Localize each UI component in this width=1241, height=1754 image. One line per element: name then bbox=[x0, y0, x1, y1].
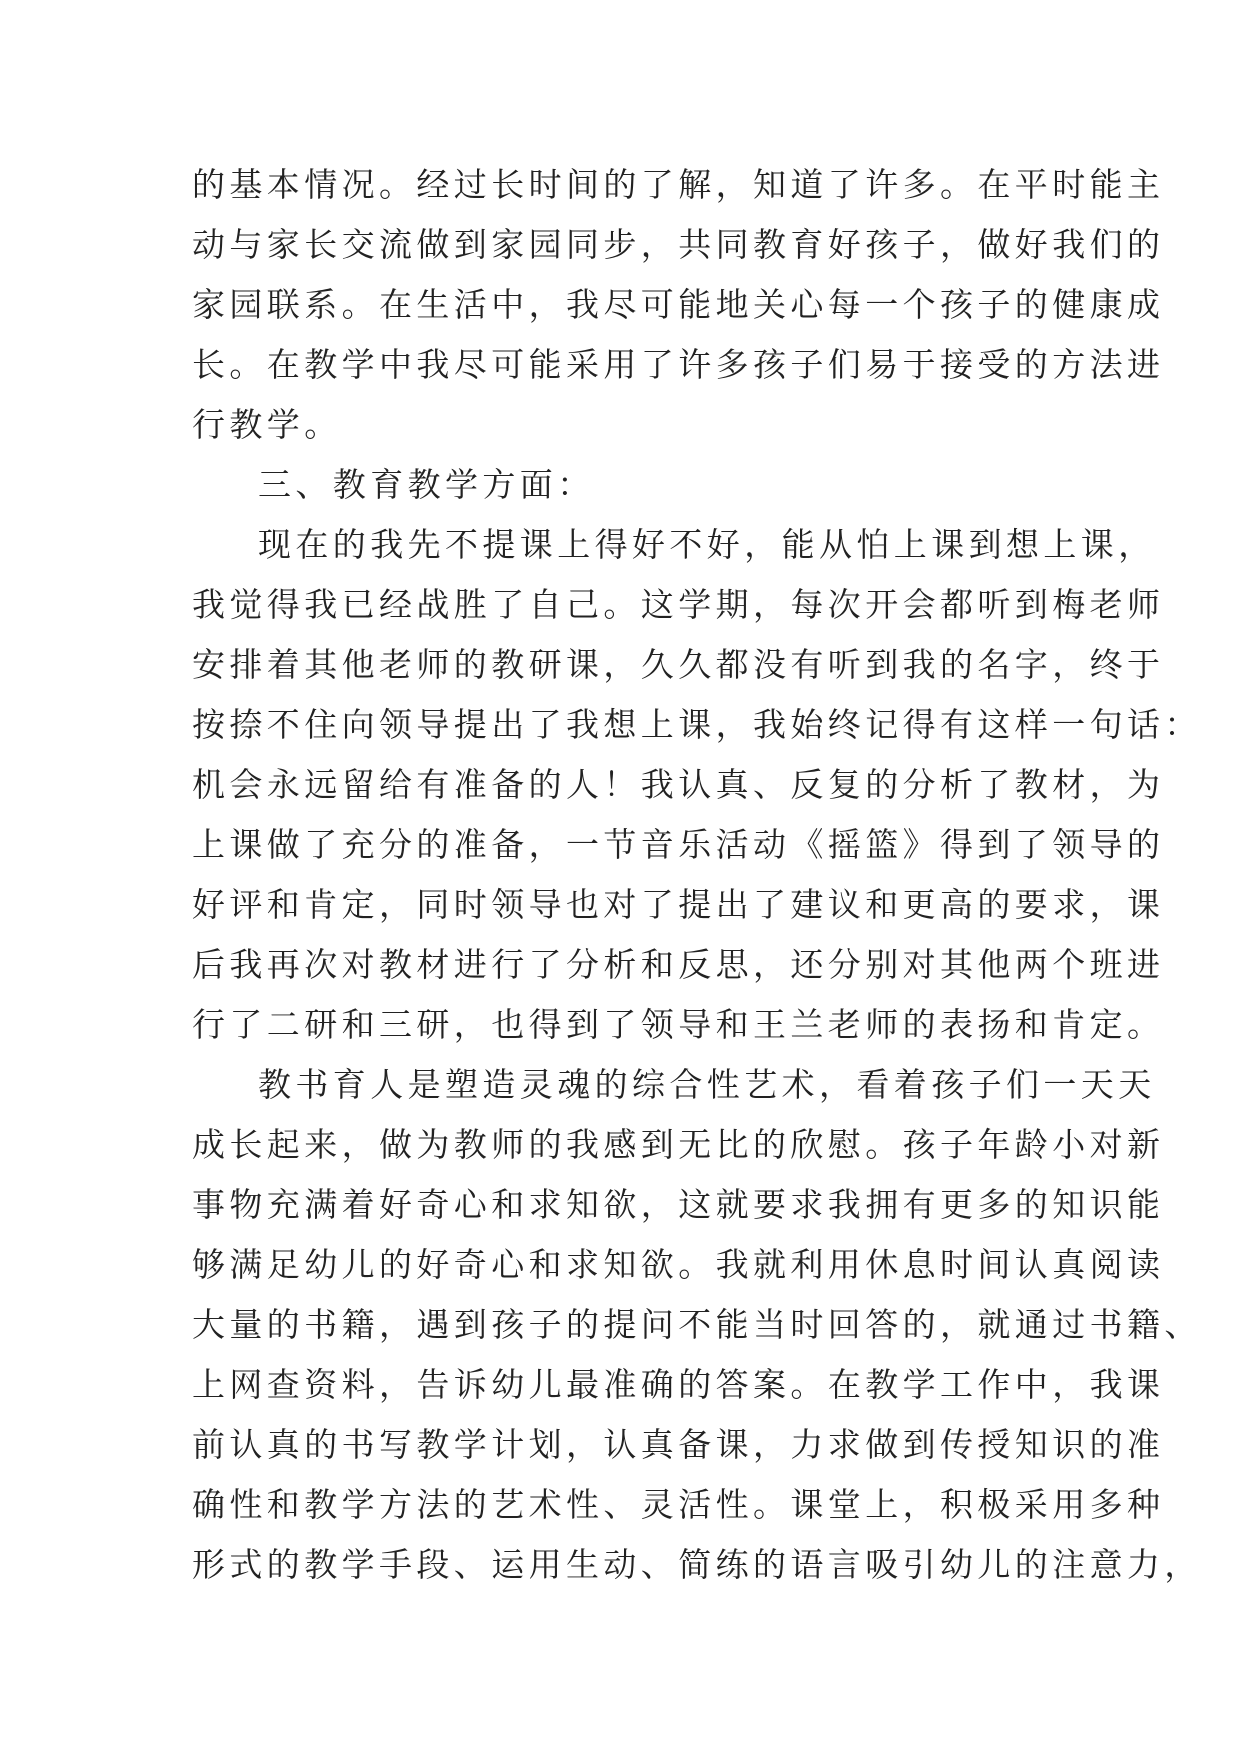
text-line: 后我再次对教材进行了分析和反思，还分别对其他两个班进 bbox=[192, 945, 1165, 984]
text-line: 家园联系。在生活中，我尽可能地关心每一个孩子的健康成 bbox=[192, 285, 1165, 324]
text-line: 行教学。 bbox=[192, 405, 342, 444]
paragraph-start-line: 教书育人是塑造灵魂的综合性艺术，看着孩子们一天天 bbox=[258, 1065, 1156, 1104]
text-line: 大量的书籍，遇到孩子的提问不能当时回答的，就通过书籍、 bbox=[192, 1305, 1202, 1344]
text-line: 按捺不住向领导提出了我想上课，我始终记得有这样一句话： bbox=[192, 705, 1202, 744]
text-line: 机会永远留给有准备的人！我认真、反复的分析了教材，为 bbox=[192, 765, 1165, 804]
text-line: 形式的教学手段、运用生动、简练的语言吸引幼儿的注意力， bbox=[192, 1545, 1202, 1584]
text-line: 够满足幼儿的好奇心和求知欲。我就利用休息时间认真阅读 bbox=[192, 1245, 1165, 1284]
text-line: 上网查资料，告诉幼儿最准确的答案。在教学工作中，我课 bbox=[192, 1365, 1165, 1404]
text-line: 动与家长交流做到家园同步，共同教育好孩子，做好我们的 bbox=[192, 225, 1165, 264]
text-line: 确性和教学方法的艺术性、灵活性。课堂上，积极采用多种 bbox=[192, 1485, 1165, 1524]
text-line: 前认真的书写教学计划，认真备课，力求做到传授知识的准 bbox=[192, 1425, 1165, 1464]
text-line: 成长起来，做为教师的我感到无比的欣慰。孩子年龄小对新 bbox=[192, 1125, 1165, 1164]
text-line: 长。在教学中我尽可能采用了许多孩子们易于接受的方法进 bbox=[192, 345, 1165, 384]
text-line: 事物充满着好奇心和求知欲，这就要求我拥有更多的知识能 bbox=[192, 1185, 1165, 1224]
section-heading: 三、教育教学方面： bbox=[258, 465, 595, 504]
paragraph-start-line: 现在的我先不提课上得好不好，能从怕上课到想上课， bbox=[258, 525, 1156, 564]
body-text bbox=[192, 155, 1202, 1595]
text-line: 行了二研和三研，也得到了领导和王兰老师的表扬和肯定。 bbox=[192, 1005, 1165, 1044]
text-line: 我觉得我已经战胜了自己。这学期，每次开会都听到梅老师 bbox=[192, 585, 1165, 624]
text-line: 好评和肯定，同时领导也对了提出了建议和更高的要求，课 bbox=[192, 885, 1165, 924]
text-line: 的基本情况。经过长时间的了解，知道了许多。在平时能主 bbox=[192, 165, 1165, 204]
text-line: 安排着其他老师的教研课，久久都没有听到我的名字，终于 bbox=[192, 645, 1165, 684]
text-line: 上课做了充分的准备，一节音乐活动《摇篮》得到了领导的 bbox=[192, 825, 1165, 864]
